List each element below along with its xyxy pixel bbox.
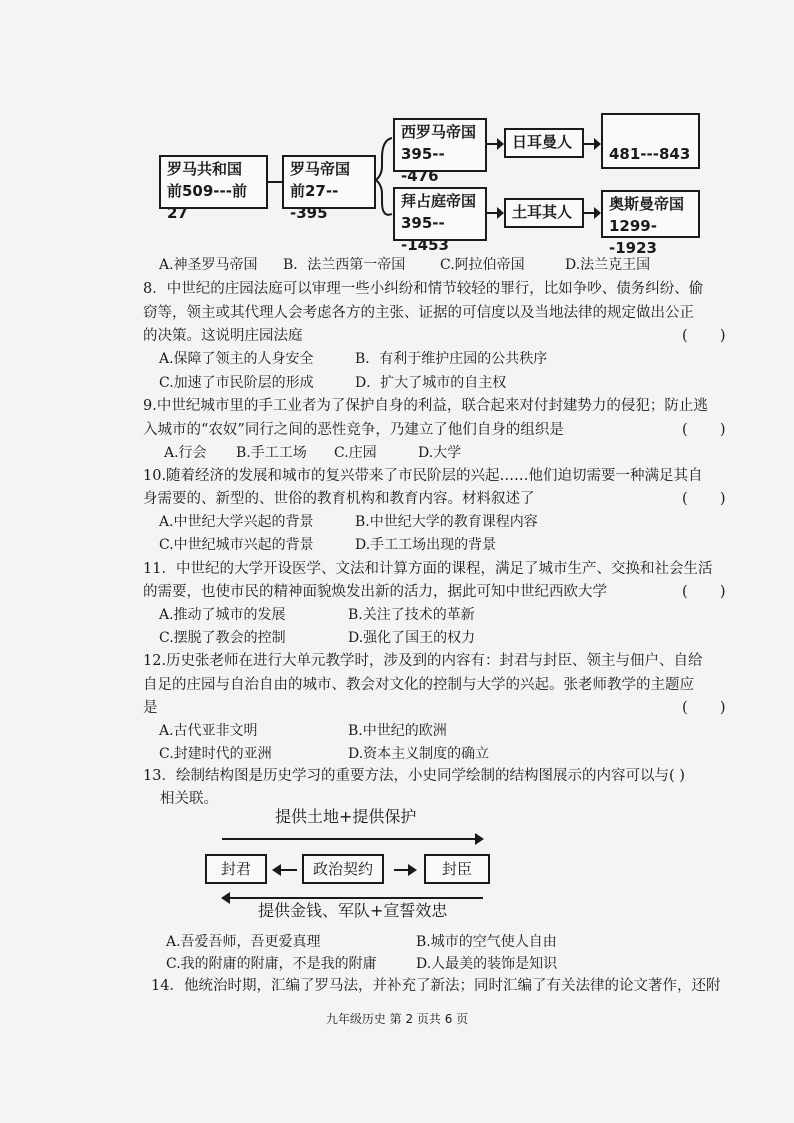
bottom-arrow-label: 提供金钱、军队+宣誓效忠	[258, 901, 448, 920]
q12-option-c[interactable]: C.封建时代的亚洲	[159, 746, 272, 762]
q12-option-d[interactable]: D.资本主义制度的确立	[348, 746, 490, 762]
q12-stem-line: 自足的庄园与自治自由的城市、教会对文化的控制与大学的兴起。张老师教学的主题应	[143, 677, 694, 693]
q13-option-b[interactable]: B.城市的空气使人自由	[416, 934, 557, 950]
box-period: 481---843	[609, 145, 691, 163]
q12-option-a[interactable]: A.古代亚非文明	[159, 723, 258, 739]
box-period: 395---1453	[401, 214, 449, 254]
arrow-right-icon	[475, 833, 484, 845]
q11-option-c[interactable]: C.摆脱了教会的控制	[159, 630, 286, 646]
arrow-left-icon	[221, 892, 230, 904]
box-period: 前27---395	[290, 182, 339, 222]
q11-option-a[interactable]: A.推动了城市的发展	[159, 607, 286, 623]
box-title: 西罗马帝国	[401, 123, 477, 141]
q8-option-b[interactable]: B．有利于维护庄园的公共秩序	[355, 351, 548, 367]
top-arrow-line	[222, 838, 477, 840]
q11-stem-line: 的需要，也使市民的精神面貌焕发出新的活力，据此可知中世纪西欧大学	[143, 584, 607, 600]
q8-stem-line: 8．中世纪的庄园法庭可以审理一些小纠纷和情节较轻的罪行，比如争吵、债务纠纷、偷	[143, 281, 704, 297]
q11-option-b[interactable]: B.关注了技术的革新	[348, 607, 475, 623]
box-title: 拜占庭帝国	[401, 192, 477, 210]
arrow-right-icon	[594, 207, 601, 219]
q9-stem-line: 入城市的“农奴”同行之间的恶性竞争，乃建立了他们自身的组织是	[143, 422, 564, 438]
q7-option-b[interactable]: B．法兰西第一帝国	[283, 257, 406, 273]
byzantine-box	[393, 187, 487, 254]
box-period: 前509---前27	[167, 182, 247, 222]
roman-republic-box	[159, 155, 268, 222]
lord-box: 封君	[205, 854, 267, 884]
roman-empire-box	[282, 155, 376, 222]
q13-stem-line: 13．绘制结构图是历史学习的重要方法，小史同学绘制的结构图展示的内容可以与( )	[143, 768, 685, 784]
arrow-right-icon	[408, 864, 417, 876]
box-title: 奥斯曼帝国	[609, 195, 685, 213]
q12-option-b[interactable]: B.中世纪的欧洲	[348, 723, 447, 739]
blank-state-box	[601, 113, 700, 169]
q11-option-d[interactable]: D.强化了国王的权力	[348, 630, 476, 646]
q7-option-a[interactable]: A.神圣罗马帝国	[159, 257, 258, 273]
arrow-line	[281, 869, 297, 871]
q8-option-a[interactable]: A.保障了领主的人身安全	[159, 351, 314, 367]
ottoman-box	[601, 190, 700, 257]
arrow-left-icon	[272, 864, 281, 876]
connector-line	[268, 181, 282, 183]
q9-option-c[interactable]: C.庄园	[334, 445, 377, 461]
q10-answer-blank[interactable]: ( )	[682, 491, 726, 507]
turks-box	[504, 198, 584, 228]
box-title: 土耳其人	[512, 203, 573, 221]
box-period: 1299--1923	[609, 217, 657, 257]
arrow-line	[394, 869, 409, 871]
q12-answer-blank[interactable]: ( )	[682, 700, 726, 716]
q11-stem-line: 11．中世纪的大学开设医学、文法和计算方面的课程，满足了城市生产、交换和社会生活	[143, 561, 713, 577]
germanic-box	[504, 128, 584, 158]
q9-stem-line: 9.中世纪城市里的手工业者为了保护自身的利益，联合起来对付封建势力的侵犯；防止逃	[143, 398, 708, 414]
q10-stem-line: 10.随着经济的发展和城市的复兴带来了市民阶层的兴起……他们迫切需要一种满足其自	[143, 468, 703, 484]
vassal-box: 封臣	[424, 854, 490, 884]
q8-stem-line: 的决策。这说明庄园法庭	[143, 328, 303, 344]
q8-stem-line: 窃等，领主或其代理人会考虑各方的主张、证据的可信度以及当地法律的规定做出公正	[143, 305, 694, 321]
q12-stem-line: 12.历史张老师在进行大单元教学时，涉及到的内容有：封君与封臣、领主与佃户、自给	[143, 653, 703, 669]
q7-option-d[interactable]: D.法兰克王国	[565, 257, 651, 273]
top-arrow-label: 提供土地+提供保护	[275, 807, 417, 826]
q8-option-d[interactable]: D．扩大了城市的自主权	[355, 375, 507, 391]
q10-option-b[interactable]: B.中世纪大学的教育课程内容	[355, 514, 538, 530]
q9-option-d[interactable]: D.大学	[418, 445, 462, 461]
arrow-right-icon	[497, 138, 504, 150]
q9-answer-blank[interactable]: ( )	[682, 422, 726, 438]
q13-stem-line: 相关联。	[160, 791, 218, 807]
q8-option-c[interactable]: C.加速了市民阶层的形成	[159, 375, 314, 391]
q14-stem-line: 14．他统治时期，汇编了罗马法，并补充了新法；同时汇编了有关法律的论文著作，还附	[151, 978, 721, 994]
q10-option-d[interactable]: D.手工工场出现的背景	[355, 537, 497, 553]
q10-option-a[interactable]: A.中世纪大学兴起的背景	[159, 514, 314, 530]
q8-answer-blank[interactable]: ( )	[682, 328, 726, 344]
bottom-arrow-line	[228, 897, 483, 899]
q7-option-c[interactable]: C.阿拉伯帝国	[440, 257, 525, 273]
western-roman-box	[393, 118, 487, 185]
q9-option-b[interactable]: B.手工工场	[236, 445, 307, 461]
political-contract-box: 政治契约	[302, 854, 384, 884]
q13-option-a[interactable]: A.吾爱吾师，吾更爱真理	[166, 934, 321, 950]
arrow-right-icon	[594, 138, 601, 150]
q10-stem-line: 身需要的、新型的、世俗的教育机构和教育内容。材料叙述了	[143, 491, 535, 507]
page-footer: 九年级历史 第 2 页共 6 页	[325, 1012, 469, 1026]
q10-option-c[interactable]: C.中世纪城市兴起的背景	[159, 537, 314, 553]
box-title: 日耳曼人	[512, 133, 573, 151]
box-title: 罗马共和国	[167, 160, 243, 178]
q13-option-d[interactable]: D.人最美的装饰是知识	[416, 956, 558, 972]
q13-option-c[interactable]: C.我的附庸的附庸，不是我的附庸	[166, 956, 377, 972]
q9-option-a[interactable]: A.行会	[164, 445, 207, 461]
q11-answer-blank[interactable]: ( )	[682, 584, 726, 600]
box-period: 395---476	[401, 145, 445, 185]
box-title: 罗马帝国	[290, 160, 351, 178]
arrow-right-icon	[497, 207, 504, 219]
q12-stem-line: 是	[143, 700, 158, 716]
